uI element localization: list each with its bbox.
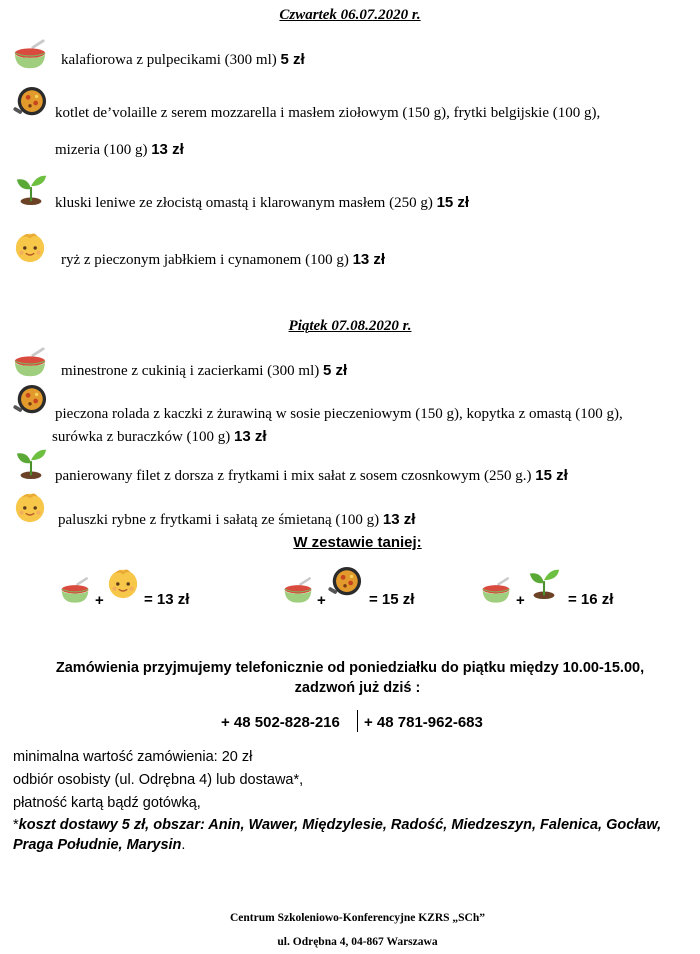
day2-header: Piątek 07.08.2020 r. — [288, 318, 412, 334]
soup-icon — [13, 38, 47, 72]
orders-line1: Zamówienia przyjmujemy telefonicznie od poniedziałku do piątku między 10.00-15.00, — [55, 660, 645, 676]
paella-pan-icon — [328, 566, 362, 600]
item-price: 13 zł — [234, 428, 267, 445]
soup-icon — [283, 576, 313, 606]
paella-pan-icon — [13, 384, 47, 418]
combo-price: = 15 zł — [369, 591, 415, 608]
phone-divider — [357, 710, 358, 732]
seedling-icon — [14, 172, 48, 206]
menu-item-line1: pieczona rolada z kaczki z żurawiną w sosie pieczeniowym (150 g), kopytka z omastą (100 g), — [55, 406, 623, 422]
plus-sign: + — [516, 592, 525, 609]
baby-icon — [13, 490, 47, 524]
menu-item — [61, 362, 347, 380]
menu-item-line1: kotlet de’volaille z serem mozzarella i masłem ziołowym (150 g), frytki belgijskie (100 g), — [55, 105, 601, 121]
item-text: panierowany filet z dorsza z frytkami i mix sałat z sosem czosnkowym (250 g.) — [55, 468, 536, 484]
menu-item-line2 — [55, 141, 184, 159]
item-text: surówka z buraczków (100 g) — [52, 429, 235, 445]
item-text: kluski leniwe ze złocistą omastą i klarowanym masłem (250 g) — [55, 195, 437, 211]
menu-item — [58, 511, 415, 529]
plus-sign: + — [95, 592, 104, 609]
item-text: paluszki rybne z frytkami i sałatą ze śmietaną (100 g) — [58, 512, 383, 528]
delivery-areas: koszt dostawy 5 zł, obszar: Anin, Wawer, Międzylesie, Radość, Miedzeszyn, Falenica, Gocław, — [18, 817, 662, 833]
soup-icon — [481, 576, 511, 606]
baby-icon — [106, 566, 140, 600]
seedling-icon — [14, 446, 48, 480]
orders-line2: zadzwoń już dziś : — [294, 680, 421, 696]
menu-item — [61, 251, 385, 269]
paella-pan-icon — [13, 86, 47, 120]
menu-item-line2 — [52, 428, 267, 446]
seedling-icon — [527, 566, 561, 600]
phone-number-2[interactable]: + 48 781-962-683 — [364, 714, 483, 731]
item-price: 15 zł — [535, 467, 568, 484]
payment-text: płatność kartą bądź gotówką, — [13, 795, 201, 811]
combo-price: = 16 zł — [568, 591, 614, 608]
delivery-line1 — [13, 817, 661, 833]
baby-icon — [13, 230, 47, 264]
menu-item — [61, 51, 305, 69]
day1-header: Czwartek 06.07.2020 r. — [279, 7, 421, 23]
delivery-line2 — [13, 837, 185, 853]
combo-title: W zestawie taniej: — [293, 534, 422, 551]
plus-sign: + — [317, 592, 326, 609]
phone-number-1[interactable]: + 48 502-828-216 — [221, 714, 340, 731]
item-text: mizeria (100 g) — [55, 142, 152, 158]
pickup-text: odbiór osobisty (ul. Odrębna 4) lub dostawa*, — [13, 772, 304, 788]
menu-item — [55, 194, 469, 212]
soup-icon — [60, 576, 90, 606]
asterisk: * — [13, 817, 19, 833]
soup-icon — [13, 346, 47, 380]
combo-price: = 13 zł — [144, 591, 190, 608]
footer-address: ul. Odrębna 4, 04-867 Warszawa — [277, 936, 438, 948]
item-price: 13 zł — [352, 251, 386, 268]
menu-item — [55, 467, 568, 485]
footer-org: Centrum Szkoleniowo-Konferencyjne KZRS „SCh” — [229, 912, 486, 924]
item-price: 15 zł — [436, 194, 470, 211]
item-price: 5 zł — [323, 362, 348, 379]
min-order-text: minimalna wartość zamówienia: 20 zł — [13, 749, 253, 765]
item-text: ryż z pieczonym jabłkiem i cynamonem (100 g) — [61, 252, 353, 268]
item-text: minestrone z cukinią i zacierkami (300 ml) — [61, 363, 323, 379]
delivery-areas: Praga Południe, Marysin — [13, 837, 182, 853]
period: . — [181, 837, 186, 853]
item-price: 13 zł — [382, 511, 416, 528]
item-price: 13 zł — [151, 141, 184, 158]
item-text: kalafiorowa z pulpecikami (300 ml) — [61, 52, 281, 68]
item-price: 5 zł — [280, 51, 305, 68]
